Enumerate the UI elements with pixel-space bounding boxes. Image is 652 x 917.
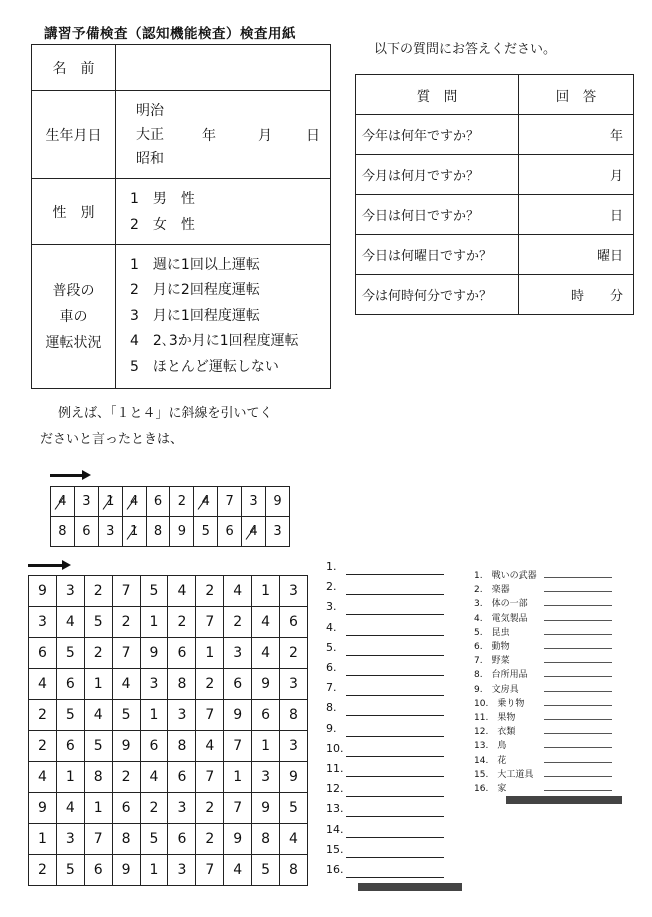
grid-cell[interactable]: 3	[140, 669, 168, 700]
grid-cell[interactable]: 1	[84, 669, 112, 700]
grid-cell[interactable]: 1	[252, 731, 280, 762]
grid-cell[interactable]: 2	[112, 607, 140, 638]
grid-cell[interactable]: 8	[168, 731, 196, 762]
grid-cell[interactable]: 3	[168, 700, 196, 731]
answer-number: 14.	[326, 822, 344, 836]
grid-cell[interactable]: 3	[56, 576, 84, 607]
qa-answer-field[interactable]: 月	[519, 155, 634, 195]
grid-row	[29, 669, 308, 700]
grid-cell[interactable]: 2	[196, 576, 224, 607]
answer-line[interactable]	[326, 722, 444, 738]
category-label: 2. 楽器	[474, 585, 510, 596]
grid-cell[interactable]: 2	[168, 607, 196, 638]
qa-answer-field[interactable]: 年	[519, 115, 634, 155]
grid-cell[interactable]: 3	[168, 793, 196, 824]
answer-number: 12.	[326, 782, 344, 796]
grid-cell[interactable]: 9	[224, 824, 252, 855]
answer-number: 4.	[326, 620, 337, 634]
era-showa[interactable]: 昭和	[136, 150, 164, 167]
grid-cell[interactable]: 3	[29, 607, 57, 638]
answer-line[interactable]	[326, 823, 444, 839]
grid-cell[interactable]: 2	[140, 793, 168, 824]
grid-cell[interactable]: 1	[140, 855, 168, 886]
grid-cell[interactable]: 4	[168, 576, 196, 607]
grid-cell[interactable]: 5	[280, 793, 308, 824]
category-item[interactable]	[474, 639, 614, 651]
example-cell: 8	[51, 517, 75, 547]
answer-line[interactable]	[326, 580, 444, 596]
category-item[interactable]	[474, 781, 614, 793]
grid-cell[interactable]: 4	[280, 824, 308, 855]
category-label: 10. 乗り物	[474, 698, 525, 709]
grid-cell[interactable]: 1	[224, 762, 252, 793]
qa-question: 今日は何曜日ですか？	[356, 235, 519, 275]
answer-number: 2.	[326, 580, 337, 594]
grid-cell[interactable]: 2	[29, 855, 57, 886]
qa-question: 今月は何月ですか？	[356, 155, 519, 195]
grid-cell[interactable]: 4	[56, 793, 84, 824]
day-unit: 日	[306, 127, 320, 144]
form-title: 講習予備検査（認知機能検査）検査用紙	[44, 26, 296, 42]
answer-number: 10.	[326, 741, 344, 755]
arrow-right-icon	[28, 564, 64, 567]
category-item[interactable]	[474, 667, 614, 679]
category-label: 13. 鳥	[474, 741, 507, 752]
category-item[interactable]	[474, 710, 614, 722]
grid-cell[interactable]: 3	[168, 855, 196, 886]
answer-line[interactable]	[326, 641, 444, 657]
grid-cell[interactable]: 3	[252, 762, 280, 793]
grid-cell[interactable]: 6	[168, 762, 196, 793]
grid-cell[interactable]: 1	[140, 607, 168, 638]
answer-line[interactable]	[326, 621, 444, 637]
era-meiji[interactable]: 明治	[136, 102, 164, 119]
example-row	[51, 517, 290, 547]
category-label: 9. 文房具	[474, 684, 519, 695]
grid-cell[interactable]: 8	[84, 762, 112, 793]
grid-cell[interactable]: 3	[280, 669, 308, 700]
grid-cell[interactable]: 5	[252, 855, 280, 886]
example-cell: 4	[194, 487, 218, 517]
grid-cell[interactable]: 7	[196, 700, 224, 731]
grid-cell[interactable]: 9	[280, 762, 308, 793]
grid-cell[interactable]: 9	[112, 731, 140, 762]
grid-cell[interactable]: 1	[252, 576, 280, 607]
category-item[interactable]	[474, 682, 614, 694]
grid-cell[interactable]: 4	[112, 669, 140, 700]
answer-line[interactable]	[326, 600, 444, 616]
grid-cell[interactable]: 6	[140, 731, 168, 762]
grid-cell[interactable]: 8	[252, 824, 280, 855]
qa-answer-field[interactable]: 時 分	[519, 275, 634, 315]
year-unit: 年	[202, 127, 216, 144]
grid-cell[interactable]: 1	[84, 793, 112, 824]
grid-cell[interactable]: 5	[140, 824, 168, 855]
qa-question: 今年は何年ですか？	[356, 115, 519, 155]
category-item[interactable]	[474, 625, 614, 637]
grid-cell[interactable]: 7	[224, 731, 252, 762]
grid-cell[interactable]: 4	[224, 576, 252, 607]
example-cell: 6	[74, 517, 98, 547]
grid-cell[interactable]: 2	[84, 638, 112, 669]
example-cell: 3	[266, 517, 290, 547]
grid-cell[interactable]: 4	[224, 855, 252, 886]
grid-cell[interactable]: 4	[252, 638, 280, 669]
driving-option-4[interactable]: 4 2､3か月に1回程度運転	[130, 333, 299, 350]
example-cell: 5	[194, 517, 218, 547]
grid-cell[interactable]: 6	[168, 638, 196, 669]
grid-cell[interactable]: 9	[252, 669, 280, 700]
example-cell: 7	[218, 487, 242, 517]
grid-cell[interactable]: 3	[280, 576, 308, 607]
answer-number: 5.	[326, 640, 337, 654]
grid-cell[interactable]: 9	[140, 638, 168, 669]
qa-header-answer: 回 答	[519, 75, 634, 115]
category-item[interactable]	[474, 611, 614, 623]
example-cell: 1	[122, 517, 146, 547]
driving-label-2: 車の	[59, 308, 88, 325]
grid-cell[interactable]: 1	[196, 638, 224, 669]
example-text-1: 例えば、「１と４」に斜線を引いてく	[58, 406, 273, 421]
qa-answer-field[interactable]: 日	[519, 195, 634, 235]
category-item[interactable]	[474, 696, 614, 708]
grid-cell[interactable]: 4	[140, 762, 168, 793]
example-cell: 2	[170, 487, 194, 517]
example-cell: 8	[146, 517, 170, 547]
answer-line[interactable]	[326, 843, 444, 859]
category-label: 4. 電気製品	[474, 613, 528, 624]
grid-cell[interactable]: 5	[56, 855, 84, 886]
grid-cell[interactable]: 4	[29, 669, 57, 700]
example-cell: 4	[242, 517, 266, 547]
answer-line[interactable]	[326, 863, 444, 879]
example-cell: 6	[218, 517, 242, 547]
example-text-2: ださいと言ったときは、	[40, 432, 184, 447]
grid-cell[interactable]: 4	[196, 731, 224, 762]
era-taisho[interactable]: 大正	[136, 126, 164, 143]
sex-label: 性 別	[32, 179, 116, 245]
example-row	[51, 487, 290, 517]
sex-option-male[interactable]: 1 男 性	[130, 190, 195, 207]
driving-label-1: 普段の	[52, 282, 95, 299]
driving-label-3: 運転状況	[45, 334, 102, 351]
category-label: 15. 大工道具	[474, 769, 534, 780]
grid-cell[interactable]: 6	[168, 824, 196, 855]
grid-cell[interactable]: 6	[224, 669, 252, 700]
grid-cell[interactable]: 3	[56, 824, 84, 855]
grid-cell[interactable]: 7	[196, 607, 224, 638]
category-label: 11. 果物	[474, 713, 516, 723]
grid-cell[interactable]: 3	[280, 731, 308, 762]
grid-cell[interactable]: 7	[196, 855, 224, 886]
category-label: 6. 動物	[474, 642, 510, 652]
grid-cell[interactable]: 6	[280, 607, 308, 638]
driving-option-1[interactable]: 1 週に1回以上運転	[130, 256, 260, 273]
grid-cell[interactable]: 2	[29, 700, 57, 731]
example-cell: 1	[98, 487, 122, 517]
grid-cell[interactable]: 7	[112, 638, 140, 669]
name-label: 名 前	[32, 45, 116, 91]
example-grid	[50, 486, 290, 547]
answer-line[interactable]	[326, 560, 444, 576]
grid-cell[interactable]: 2	[224, 607, 252, 638]
grid-cell[interactable]: 9	[224, 700, 252, 731]
category-item[interactable]	[474, 767, 614, 779]
answer-number: 8.	[326, 701, 337, 715]
grid-cell[interactable]: 7	[112, 576, 140, 607]
grid-cell[interactable]: 1	[29, 824, 57, 855]
grid-cell[interactable]: 2	[84, 576, 112, 607]
grid-cell[interactable]: 8	[280, 700, 308, 731]
category-label: 12. 衣類	[474, 727, 516, 738]
answer-line[interactable]	[326, 681, 444, 697]
answer-number: 11.	[326, 762, 344, 775]
personal-info-form	[31, 44, 331, 389]
grid-cell[interactable]: 4	[29, 762, 57, 793]
birth-field[interactable]	[116, 91, 331, 179]
toolbar-strip	[358, 883, 462, 891]
grid-cell[interactable]: 6	[29, 638, 57, 669]
number-grid	[28, 575, 308, 886]
example-cell: 4	[51, 487, 75, 517]
birth-label: 生年月日	[32, 91, 116, 179]
driving-option-3[interactable]: 3 月に1回程度運転	[130, 307, 260, 324]
answer-line[interactable]	[326, 762, 444, 778]
grid-cell[interactable]: 9	[29, 793, 57, 824]
example-cell: 3	[98, 517, 122, 547]
answer-line[interactable]	[326, 802, 444, 818]
grid-cell[interactable]: 2	[196, 793, 224, 824]
name-field[interactable]	[116, 45, 331, 91]
category-label: 8. 台所用品	[474, 670, 528, 681]
grid-cell[interactable]: 4	[56, 607, 84, 638]
category-item[interactable]	[474, 724, 614, 736]
grid-cell[interactable]: 8	[168, 669, 196, 700]
answer-number: 15.	[326, 842, 344, 856]
answer-number: 3.	[326, 600, 337, 614]
grid-cell[interactable]: 5	[56, 638, 84, 669]
category-label: 5. 昆虫	[474, 627, 510, 638]
grid-row	[29, 762, 308, 793]
answer-line[interactable]	[326, 782, 444, 798]
grid-cell[interactable]: 1	[56, 762, 84, 793]
qa-question: 今は何時何分ですか？	[356, 275, 519, 315]
sex-option-female[interactable]: 2 女 性	[130, 216, 195, 233]
answer-number: 16.	[326, 863, 344, 876]
month-unit: 月	[258, 127, 272, 144]
grid-cell[interactable]: 6	[84, 855, 112, 886]
answer-line[interactable]	[326, 661, 444, 677]
grid-cell[interactable]: 2	[29, 731, 57, 762]
category-item[interactable]	[474, 596, 614, 608]
grid-cell[interactable]: 9	[252, 793, 280, 824]
grid-cell[interactable]: 4	[84, 700, 112, 731]
grid-cell[interactable]: 2	[196, 824, 224, 855]
qa-table	[355, 74, 634, 315]
category-label: 7. 野菜	[474, 656, 510, 667]
example-cell: 3	[242, 487, 266, 517]
grid-cell[interactable]: 6	[252, 700, 280, 731]
qa-answer-field[interactable]: 曜日	[519, 235, 634, 275]
example-cell: 6	[146, 487, 170, 517]
category-item[interactable]	[474, 753, 614, 765]
grid-cell[interactable]: 6	[56, 731, 84, 762]
grid-cell[interactable]: 3	[224, 638, 252, 669]
grid-row	[29, 855, 308, 886]
category-label: 14. 花	[474, 755, 507, 766]
example-cell: 4	[122, 487, 146, 517]
grid-cell[interactable]: 2	[280, 638, 308, 669]
grid-cell[interactable]: 8	[280, 855, 308, 886]
answer-number: 7.	[326, 681, 337, 695]
driving-option-2[interactable]: 2 月に2回程度運転	[130, 282, 260, 299]
grid-cell[interactable]: 6	[112, 793, 140, 824]
grid-cell[interactable]: 2	[196, 669, 224, 700]
grid-cell[interactable]: 8	[112, 824, 140, 855]
grid-cell[interactable]: 4	[252, 607, 280, 638]
category-item[interactable]	[474, 738, 614, 750]
qa-header-question: 質 問	[356, 75, 519, 115]
grid-row	[29, 700, 308, 731]
example-cell: 9	[170, 517, 194, 547]
example-cell: 3	[74, 487, 98, 517]
category-item[interactable]	[474, 568, 614, 580]
answer-number: 9.	[326, 721, 337, 735]
qa-question: 今日は何日ですか？	[356, 195, 519, 235]
category-label: 3. 体の一部	[474, 599, 528, 610]
grid-cell[interactable]: 7	[196, 762, 224, 793]
grid-cell[interactable]: 7	[84, 824, 112, 855]
grid-cell[interactable]: 9	[112, 855, 140, 886]
answer-number: 6.	[326, 661, 337, 674]
grid-cell[interactable]: 7	[224, 793, 252, 824]
grid-cell[interactable]: 5	[84, 607, 112, 638]
driving-option-5[interactable]: 5 ほとんど運転しない	[130, 358, 279, 375]
arrow-right-icon	[50, 474, 84, 477]
grid-cell[interactable]: 5	[56, 700, 84, 731]
toolbar-strip	[506, 796, 622, 804]
answer-line[interactable]	[326, 701, 444, 717]
grid-cell[interactable]: 5	[84, 731, 112, 762]
grid-cell[interactable]: 1	[140, 700, 168, 731]
answer-number: 1.	[326, 560, 337, 573]
example-cell: 9	[266, 487, 290, 517]
instruction-top: 以下の質問にお答えください。	[374, 42, 557, 57]
grid-row	[29, 607, 308, 638]
category-item[interactable]	[474, 582, 614, 594]
category-label: 1. 戦いの武器	[474, 571, 537, 581]
category-label: 16. 家	[474, 784, 507, 794]
answer-line[interactable]	[326, 742, 444, 758]
grid-cell[interactable]: 5	[112, 700, 140, 731]
grid-row	[29, 576, 308, 607]
grid-row	[29, 638, 308, 669]
category-item[interactable]	[474, 653, 614, 665]
grid-cell[interactable]: 6	[56, 669, 84, 700]
answer-number: 13.	[326, 802, 344, 816]
grid-row	[29, 731, 308, 762]
grid-row	[29, 793, 308, 824]
grid-cell[interactable]: 5	[140, 576, 168, 607]
grid-cell[interactable]: 9	[29, 576, 57, 607]
grid-row	[29, 824, 308, 855]
grid-cell[interactable]: 2	[112, 762, 140, 793]
